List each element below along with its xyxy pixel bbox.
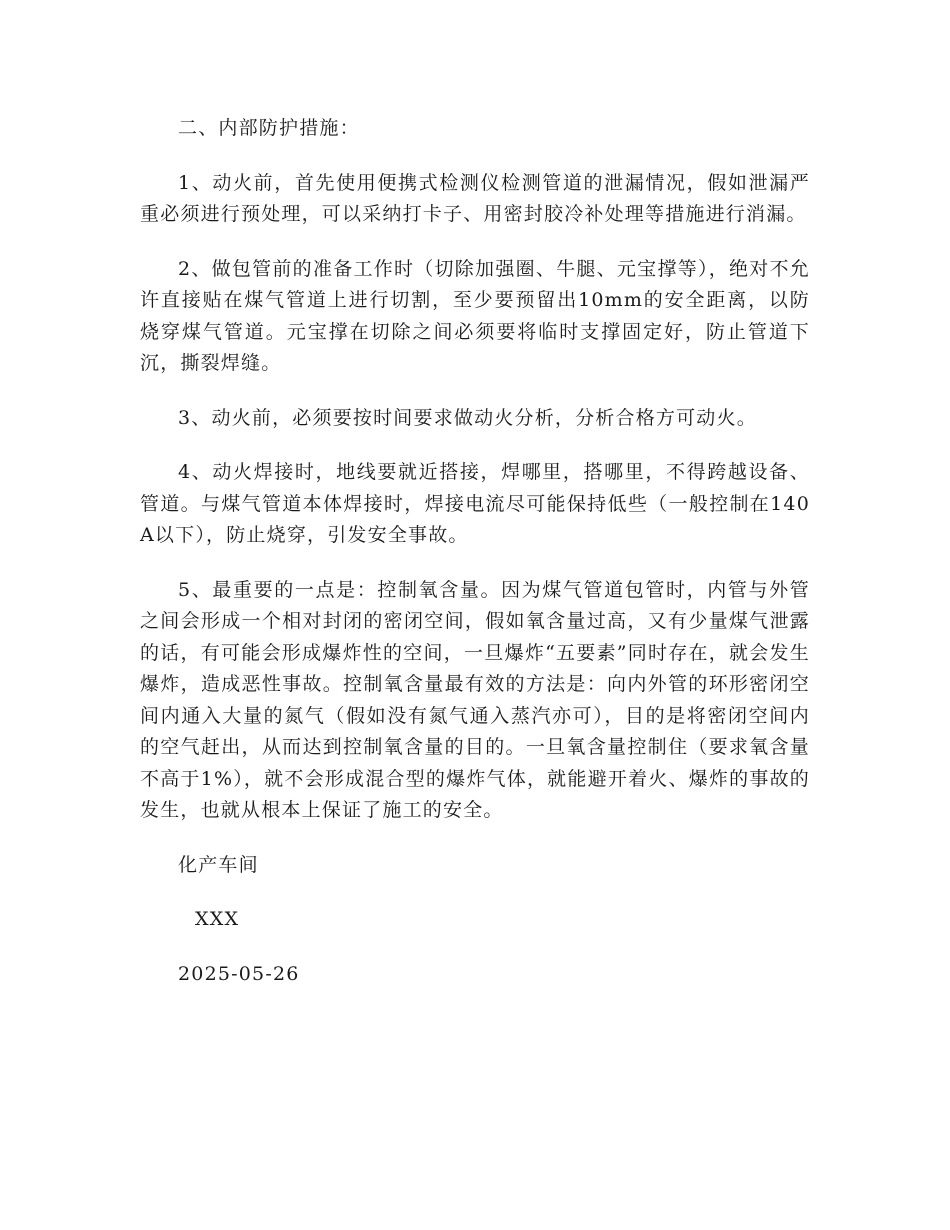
signature-department: 化产车间 — [178, 853, 259, 876]
paragraph-4: 4、动火焊接时，地线要就近搭接，焊哪里，搭哪里，不得跨越设备、管道。与煤气管道本体焊接时，焊接电流尽可能保持低些（一般控制在140A以下），防止烧穿，引发安全事故。 — [140, 461, 810, 546]
paragraph-3: 3、动火前，必须要按时间要求做动火分析，分析合格方可动火。 — [178, 406, 757, 429]
signature-name: XXX — [195, 908, 240, 930]
paragraph-2: 2、做包管前的准备工作时（切除加强圈、牛腿、元宝撑等），绝对不允许直接贴在煤气管道上进行切割，至少要预留出10mm的安全距离，以防烧穿煤气管道。元宝撑在切除之间必须要将临时支撑固定好，防止管道下沉，撕裂焊缝。 — [140, 257, 810, 374]
paragraph-1: 1、动火前，首先使用便携式检测仪检测管道的泄漏情况，假如泄漏严重必须进行预处理，可以采纳打卡子、用密封胶冷补处理等措施进行消漏。 — [140, 171, 810, 225]
signature-date: 2025-05-26 — [178, 962, 300, 985]
section-heading: 二、内部防护措施： — [178, 117, 360, 139]
paragraph-5: 5、最重要的一点是：控制氧含量。因为煤气管道包管时，内管与外管之间会形成一个相对封闭的密闭空间，假如氧含量过高，又有少量煤气泄露的话，有可能会形成爆炸性的空间，一旦爆炸“五要素”同时存在，就会发生爆炸，造成恶性事故。控制氧含量最有效的方法是：向内外管的环形密闭空间内通入大量的氮气（假如没有氮气通入蒸汽亦可），目的是将密闭空间内的空气赶出，从而达到控制氧含量的目的。一旦氧含量控制住（要求氧含量不高于1%），就不会形成混合型的爆炸气体，就能避开着火、爆炸的事故的发生，也就从根本上保证了施工的安全。 — [140, 578, 810, 821]
document-body — [140, 113, 810, 1013]
